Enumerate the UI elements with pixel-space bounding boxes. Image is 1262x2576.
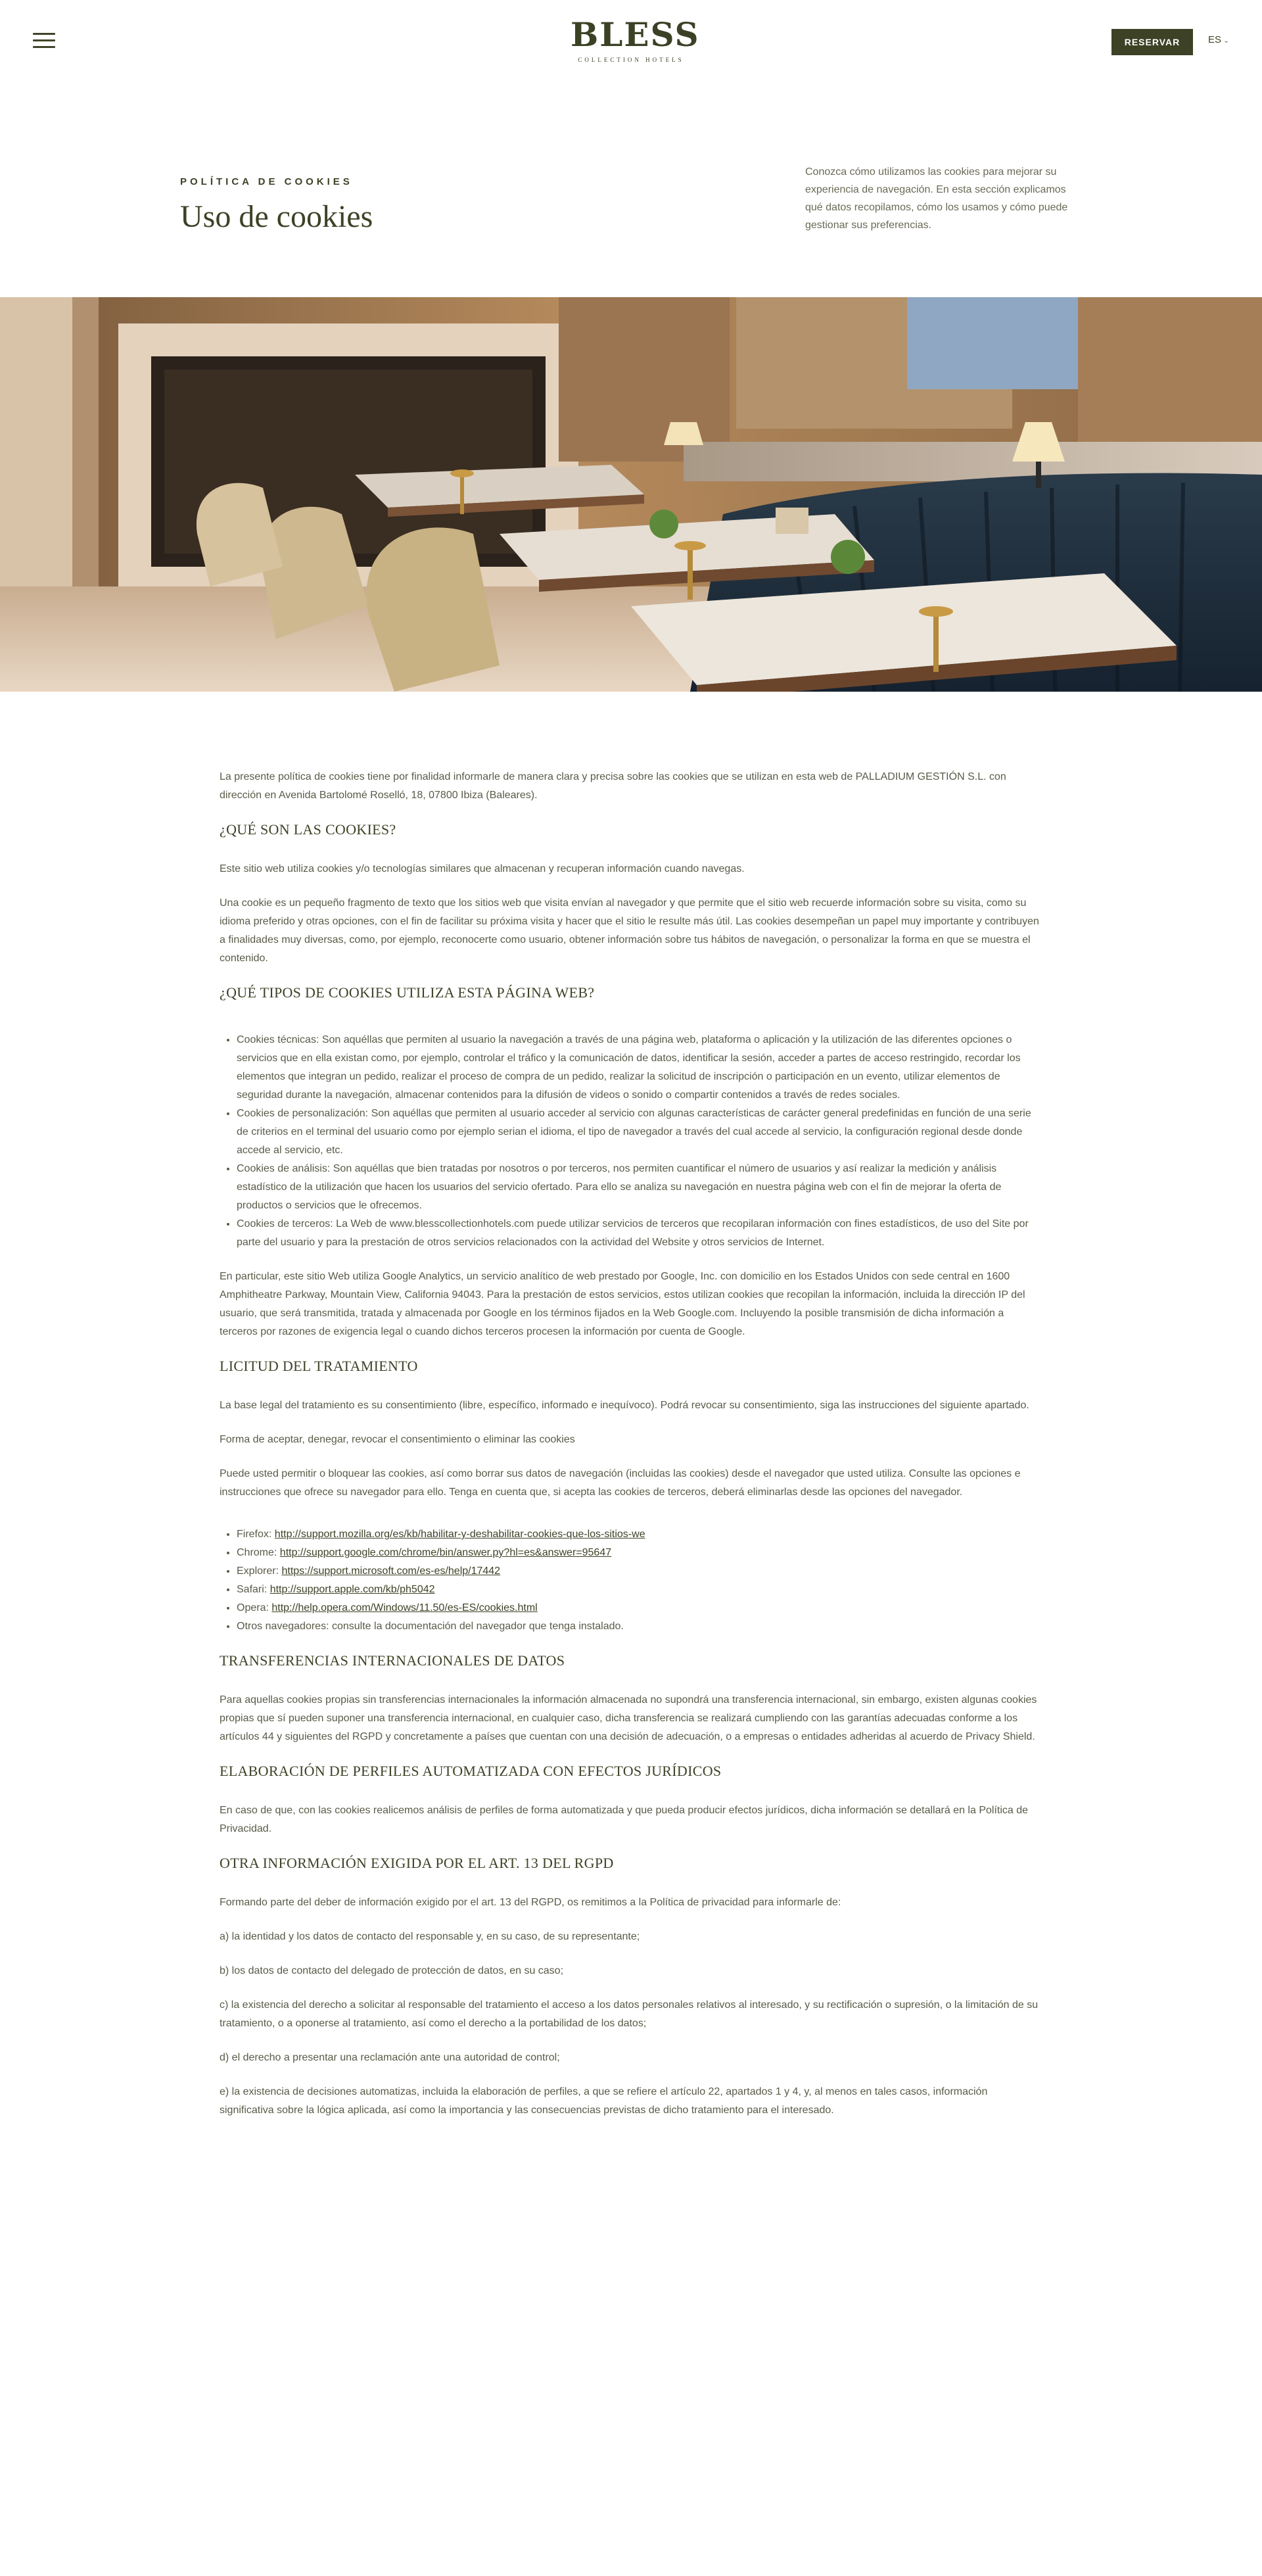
paragraph: b) los datos de contacto del delegado de protección de datos, en su caso;: [220, 1965, 564, 1976]
browser-name: Firefox:: [237, 1529, 275, 1540]
heading-cookie-types: ¿QUÉ TIPOS DE COOKIES UTILIZA ESTA PÁGINA WEB?: [220, 984, 595, 1001]
browser-name: Safari:: [237, 1584, 270, 1595]
paragraph: e) la existencia de decisiones automatizas, incluida la elaboración de perfiles, a que se refiere el artículo 22, apartados 1 y 4, y, al menos en tales casos, información significativa sobre la lógica aplicada, así como la importancia y las consecuencias previstas de dicho tratamiento para el interesado.: [220, 2086, 988, 2116]
page-eyebrow: POLÍTICA DE COOKIES: [180, 176, 353, 187]
list-item: [237, 1562, 1042, 1581]
browser-name: Opera:: [237, 1602, 272, 1613]
logo-wordmark: BLESS: [571, 15, 700, 54]
logo-subtitle: COLLECTION HOTELS: [578, 57, 684, 63]
paragraph: Formando parte del deber de información exigido por el art. 13 del RGPD, os remitimos a la Política de privacidad para informarle de:: [220, 1897, 841, 1908]
browser-name: Explorer:: [237, 1565, 282, 1577]
list-item: [237, 1581, 1042, 1599]
heading-international-transfers: TRANSFERENCIAS INTERNACIONALES DE DATOS: [220, 1652, 565, 1669]
page-description: Conozca cómo utilizamos las cookies para mejorar su experiencia de navegación. En esta sección explicamos qué datos recopilamos, cómo los usamos y cómo puede gestionar sus preferencias.: [805, 166, 1068, 231]
language-label: ES: [1208, 34, 1222, 45]
heading-lawfulness: LICITUD DEL TRATAMIENTO: [220, 1358, 418, 1374]
list-item: • Cookies técnicas: Son aquéllas que permiten al usuario la navegación a través de una página web, plataforma o aplicación y la utilización de las diferentes opciones o servicios que en ella existan como, por ejemplo, controlar el tráfico y la comunicación de datos, identificar la sesión, acceder a partes de acceso restringido, recordar los elementos que integran un pedido, realizar el proceso de compra de un pedido, realizar la solicitud de inscripción o participación en un evento, utilizar elementos de seguridad durante la navegación, almacenar contenidos para la difusión de videos o sonido o compartir contenidos a través de redes sociales.: [237, 1031, 1042, 1105]
paragraph: Forma de aceptar, denegar, revocar el consentimiento o eliminar las cookies: [220, 1434, 575, 1445]
list-item: • Cookies de terceros: La Web de www.blesscollectionhotels.com puede utilizar servicios de terceros que recopilaran información con fines estadísticos, de uso del Site por parte del usuario y para la prestación de otros servicios relacionados con la actividad del Website y otros servicios de Internet.: [237, 1215, 1042, 1252]
paragraph: En caso de que, con las cookies realicemos análisis de perfiles de forma automatizada y que pueda producir efectos jurídicos, dicha información se detallará en la Política de Privacidad.: [220, 1805, 1029, 1834]
explorer-link[interactable]: https://support.microsoft.com/es-es/help/17442: [281, 1565, 501, 1577]
paragraph: Este sitio web utiliza cookies y/o tecnologías similares que almacenan y recuperan información cuando navegas.: [220, 863, 745, 874]
paragraph: Para aquellas cookies propias sin transferencias internacionales la información almacenada no supondrá una transferencia internacional, sin embargo, existen algunas cookies propias que sí pueden suponer una transferencia internacional, en cualquier caso, dicha transferencia se realizará cumpliendo con las garantías adecuadas conforme a los artículos 44 y siguientes del RGPD y concretamente a países que cuentan con una decisión de adecuación, o a empresas o entidades adheridas al acuerdo de Privacy Shield.: [220, 1694, 1037, 1742]
paragraph: Una cookie es un pequeño fragmento de texto que los sitios web que visita envían al navegador y que permite que el sitio web recuerde información sobre su visita, como su idioma preferido y otras opciones, con el fin de facilitar su próxima visita y hacer que el sitio le resulte más útil. Las cookies desempeñan un papel muy importante y contribuyen a finalidades muy diversas, como, por ejemplo, reconocerte como usuario, obtener información sobre tus hábitos de navegación, o personalizar la forma en que se muestra el contenido.: [220, 897, 1039, 964]
intro-paragraph: La presente política de cookies tiene por finalidad informarle de manera clara y precisa sobre las cookies que se utilizan en esta web de PALLADIUM GESTIÓN S.L. con dirección en Avenida Bartolomé Roselló, 18, 07800 Ibiza (Baleares).: [220, 771, 1006, 801]
opera-link[interactable]: http://help.opera.com/Windows/11.50/es-ES/cookies.html: [271, 1602, 538, 1613]
list-item: • Otros navegadores: consulte la documentación del navegador que tenga instalado.: [237, 1617, 1042, 1636]
chrome-link[interactable]: http://support.google.com/chrome/bin/answer.py?hl=es&answer=95647: [279, 1547, 612, 1558]
hero-image: [0, 297, 1262, 692]
heading-art13-info: OTRA INFORMACIÓN EXIGIDA POR EL ART. 13 DEL RGPD: [220, 1855, 614, 1871]
list-item: [237, 1599, 1042, 1617]
browser-name: Chrome:: [237, 1547, 280, 1558]
heading-automated-profiling: ELABORACIÓN DE PERFILES AUTOMATIZADA CON EFECTOS JURÍDICOS: [220, 1763, 722, 1779]
safari-link[interactable]: http://support.apple.com/kb/ph5042: [269, 1584, 435, 1595]
paragraph: a) la identidad y los datos de contacto del responsable y, en su caso, de su representante;: [220, 1931, 640, 1942]
list-item: • Cookies de personalización: Son aquéllas que permiten al usuario acceder al servicio con algunas características de carácter general predefinidas en función de una serie de criterios en el terminal del usuario como por ejemplo serian el idioma, el tipo de navegador a través del cual accede al servicio, la configuración regional desde donde accede al servicio, etc.: [237, 1105, 1042, 1160]
list-item: [237, 1525, 1042, 1544]
chevron-down-icon: ⌄: [1223, 37, 1230, 45]
paragraph: Puede usted permitir o bloquear las cookies, así como borrar sus datos de navegación (incluidas las cookies) desde el navegador que usted utiliza. Consulte las opciones e instrucciones que ofrece su navegador para ello. Tenga en cuenta que, si acepta las cookies de terceros, deberá eliminarlas desde las opciones del navegador.: [220, 1468, 1021, 1498]
menu-icon[interactable]: [33, 33, 55, 49]
paragraph: c) la existencia del derecho a solicitar al responsable del tratamiento el acceso a los datos personales relativos al interesado, y su rectificación o supresión, o la limitación de su tratamiento, o a oponerse al tratamiento, así como el derecho a la portabilidad de los datos;: [220, 1999, 1039, 2029]
cookie-types-list: [220, 1031, 1042, 1252]
list-item: [237, 1544, 1042, 1562]
paragraph: La base legal del tratamiento es su consentimiento (libre, específico, informado e inequívoco). Podrá revocar su consentimiento, siga las instrucciones del siguiente apartado.: [220, 1400, 1029, 1411]
language-selector[interactable]: [1208, 34, 1229, 45]
paragraph: d) el derecho a presentar una reclamación ante una autoridad de control;: [220, 2052, 560, 2063]
site-header: [0, 0, 1262, 85]
firefox-link[interactable]: http://support.mozilla.org/es/kb/habilitar-y-deshabilitar-cookies-que-los-sitios-we: [274, 1529, 645, 1540]
browser-links-list: [220, 1525, 1042, 1636]
paragraph: En particular, este sitio Web utiliza Google Analytics, un servicio analítico de web prestado por Google, Inc. con domicilio en los Estados Unidos con sede central en 1600 Amphitheatre Parkway, Mountain View, California 94043. Para la prestación de estos servicios, estos utilizan cookies que recopilan la información, incluida la dirección IP del usuario, que será transmitida, tratada y almacenada por Google en los términos fijados en la Web Google.com. Incluyendo la posible transmisión de dicha información a terceros por razones de exigencia legal o cuando dichos terceros procesen la información por cuenta de Google.: [220, 1271, 1025, 1337]
page-title: Uso de cookies: [180, 199, 373, 234]
brand-logo[interactable]: [571, 15, 700, 63]
heading-what-are-cookies: ¿QUÉ SON LAS COOKIES?: [220, 821, 396, 838]
cookie-policy-content: [220, 768, 1042, 2135]
reserve-button[interactable]: RESERVAR: [1111, 29, 1193, 55]
restaurant-photo: [0, 297, 1262, 692]
list-item: • Cookies de análisis: Son aquéllas que bien tratadas por nosotros o por terceros, nos permiten cuantificar el número de usuarios y así realizar la medición y análisis estadístico de la utilización que hacen los usuarios del servicio ofertado. Para ello se analiza su navegación en nuestra página web con el fin de mejorar la oferta de productos o servicios que le ofrecemos.: [237, 1160, 1042, 1215]
